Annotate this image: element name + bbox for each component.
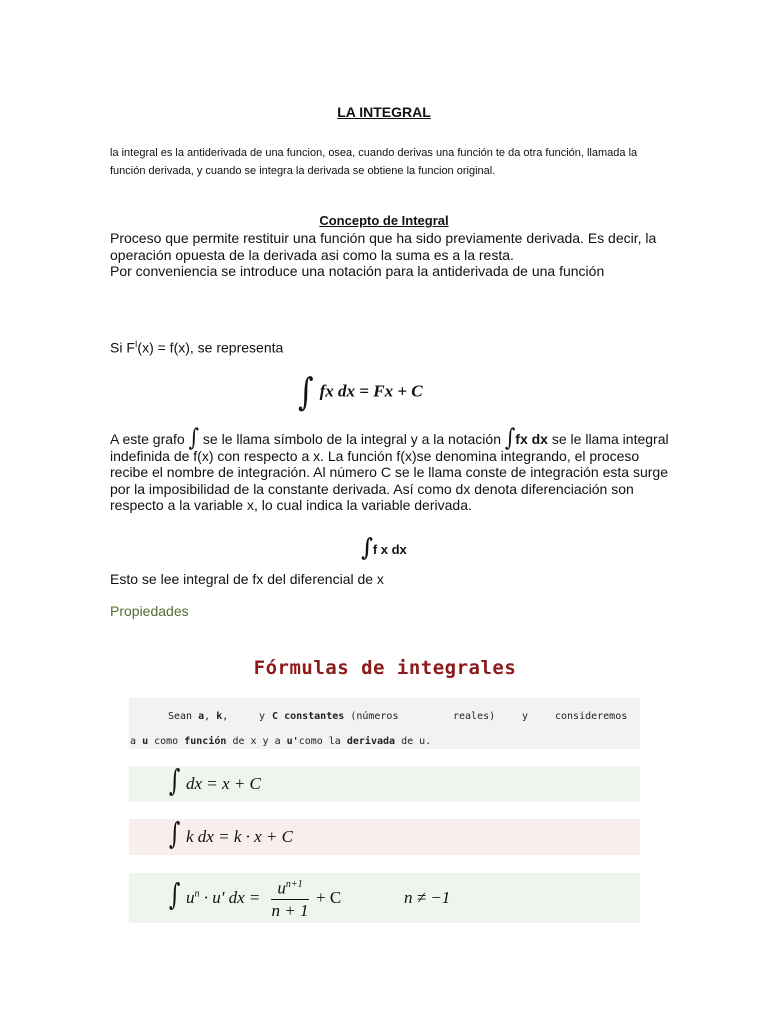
si-line: Si $F^I(x) = f(x)$, se representa [110,339,284,356]
concept-text [110,230,670,280]
integral-symbol-icon: ∫ [169,817,181,852]
integral-symbol-icon: ∫ [188,422,200,452]
integral-symbol-icon: ∫ [169,764,181,799]
center-notation: ∫f x dx [361,532,407,562]
formula-row-1: ∫ dx = x + C [129,766,640,802]
main-formula: ∫ fx dx = Fx + C [298,370,423,415]
propiedades-link[interactable]: Propiedades [110,603,189,619]
definitions-box: Sean a, k, y C constantes (números reales) y consideremos a u como función de x y a u'como la derivada de u. [129,698,640,749]
formulas-title: Fórmulas de integrales [253,657,517,679]
fraction: $u^{n+1}$ n + 1 [271,875,309,922]
integral-explanation: A este grafo ∫ se le llama símbolo de la integral y a la notación ∫fx dx se le llama integral indefinida de f(x) con respecto a x. La función f(x)se denomina integrando, el proceso recibe el nombre de integración. Al número C se le llama conste de integración esta surge por la imposibilidad de la constante derivada. Así como dx denota diferenciación son respecto a la variable x, lo cual indica la variable derivada. [110,422,669,513]
concept-heading: Concepto de Integral [319,213,449,228]
integral-symbol-icon: ∫ [298,370,314,415]
page-title: LA INTEGRAL [337,104,431,120]
concept-line-1: Proceso que permite restituir una función que ha sido previamente derivada. Es decir, la operación opuesta de la derivada asi como la suma es a la resta. [110,230,657,263]
integral-symbol-icon: ∫ [504,422,516,452]
concept-line-2: Por conveniencia se introduce una notación para la antiderivada de una función [110,263,605,279]
reading-sentence: Esto se lee integral de fx del diferencial de x [110,571,384,587]
integral-symbol-icon: ∫ [169,878,181,913]
integral-symbol-icon: ∫ [361,532,373,562]
formula-row-3: ∫ $u^n \cdot u'$ dx = $u^{n+1}$ n + 1 + C n ≠ −1 [129,873,640,923]
intro-paragraph: la integral es la antiderivada de una funcion, osea, cuando derivas una función te da otra función, llamada la función derivada, y cuando se integra la derivada se obtiene la funcion original. [110,147,638,177]
formula-row-2: ∫ k dx = k · x + C [129,819,640,855]
